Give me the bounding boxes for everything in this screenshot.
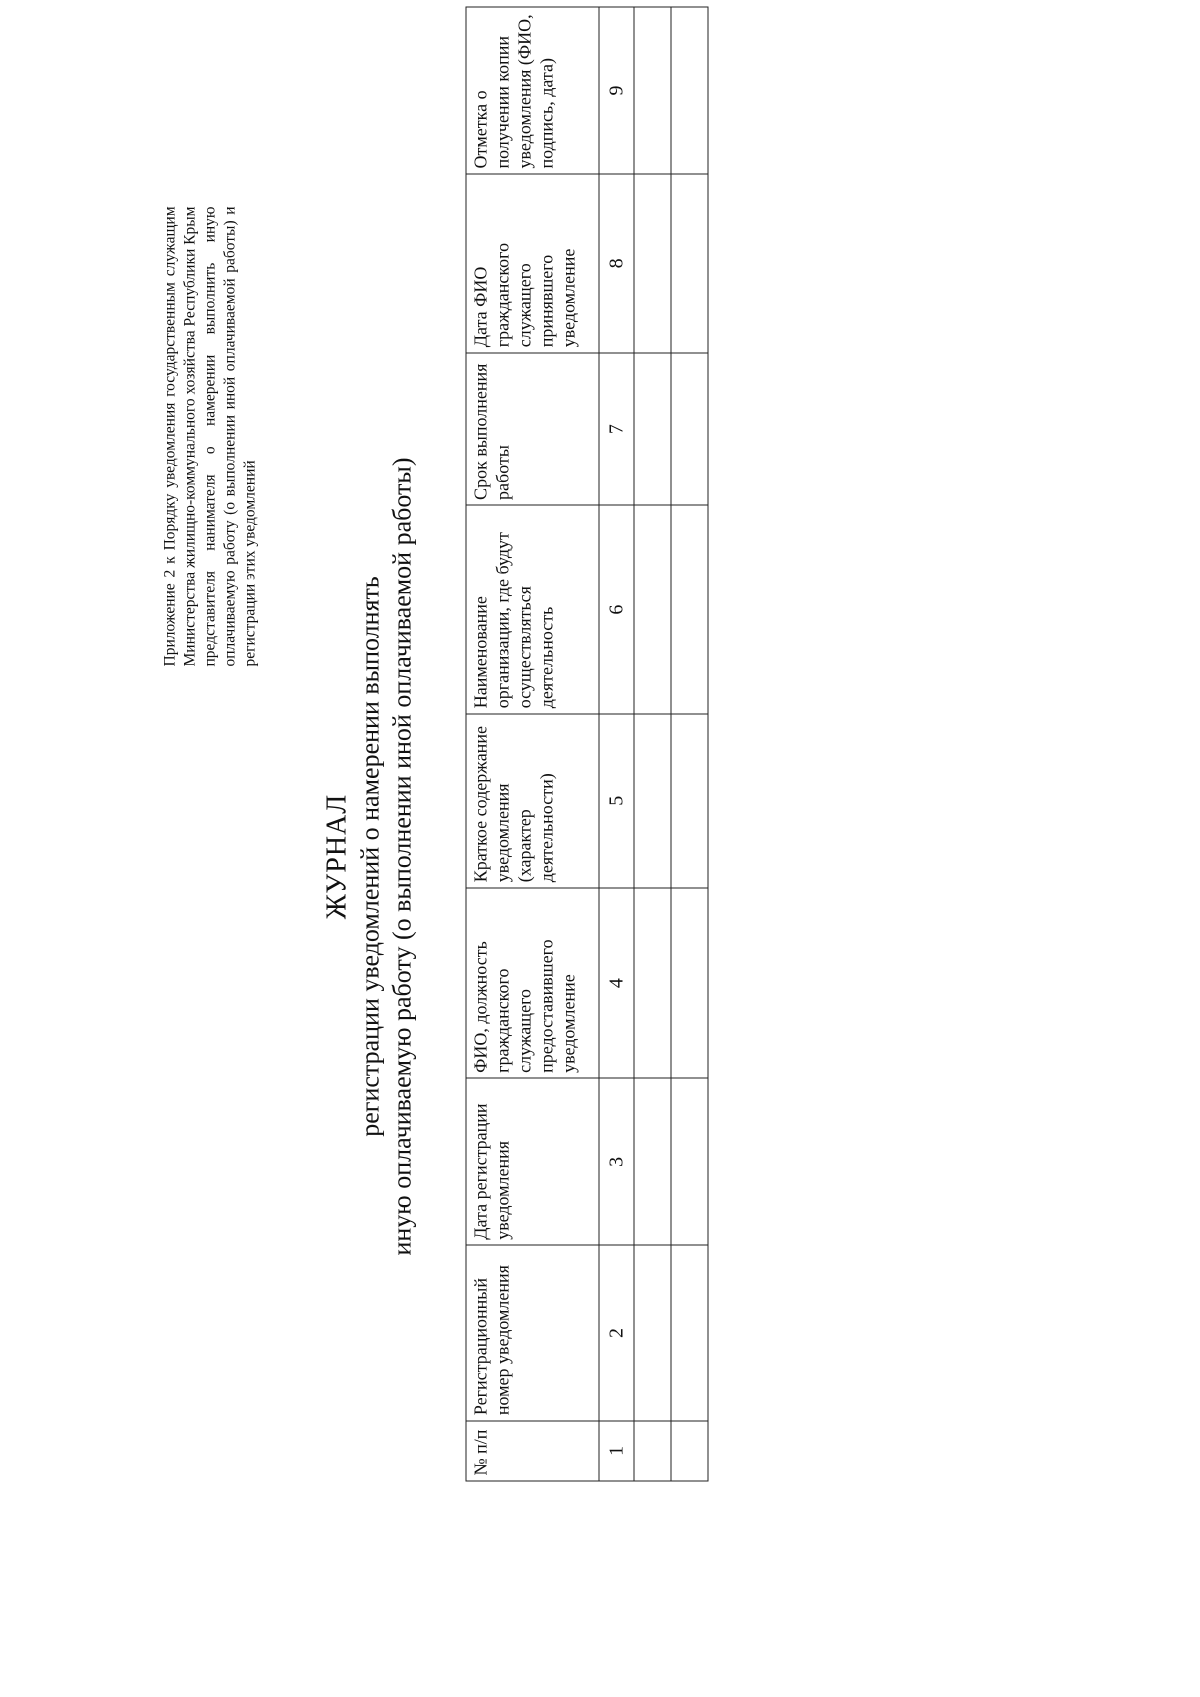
- journal-subtitle-line2: иную оплачиваемую работу (о выполнении иной оплачиваемой работы): [387, 457, 417, 1256]
- rotated-landscape-sheet: [1, 0, 1200, 1697]
- header-cell-copy-receipt: Отметка о получении копии уведомления (ФИО, подпись, дата): [466, 7, 599, 174]
- header-cell-registration-date: Дата регистрации уведомления: [466, 1078, 599, 1245]
- header-cell-registration-number: Регистрационный номер уведомления: [466, 1245, 599, 1420]
- table-cell[interactable]: [634, 7, 671, 174]
- table-cell[interactable]: [671, 505, 708, 713]
- table-cell[interactable]: [634, 353, 671, 506]
- table-cell[interactable]: [634, 1421, 671, 1481]
- header-cell-number: № п/п: [466, 1421, 599, 1481]
- table-cell[interactable]: [634, 505, 671, 713]
- column-number-row: [599, 7, 634, 1481]
- table-cell[interactable]: [634, 888, 671, 1079]
- table-cell[interactable]: [671, 1078, 708, 1245]
- table-cell[interactable]: [671, 1421, 708, 1481]
- table-cell[interactable]: [634, 1245, 671, 1420]
- header-cell-organization: Наименование организации, где будут осуществляться деятельность: [466, 505, 599, 713]
- appendix-note: Приложение 2 к Порядку уведомления государственным служащим Министерства жилищно-коммунального хозяйства Республики Крым представителя нанимателя о намерении выполнить иную оплачиваемую работу (о выполнении иной оплачиваемой работы) и регистрации этих уведомлений: [161, 206, 259, 667]
- header-cell-received-by: Дата ФИО гражданского служащего принявшего уведомление: [466, 174, 599, 353]
- table-cell[interactable]: [671, 353, 708, 506]
- table-row: [671, 7, 708, 1481]
- journal-title: ЖУРНАЛ: [321, 793, 353, 920]
- header-cell-employee: ФИО, должность гражданского служащего предоставившего уведомление: [466, 888, 599, 1079]
- column-number-cell: 1: [599, 1421, 634, 1481]
- column-number-cell: 2: [599, 1245, 634, 1420]
- journal-subtitle-line1: регистрации уведомлений о намерении выполнять: [355, 576, 385, 1137]
- table-cell[interactable]: [671, 888, 708, 1079]
- column-number-cell: 7: [599, 353, 634, 506]
- column-number-cell: 4: [599, 888, 634, 1079]
- table-cell[interactable]: [634, 174, 671, 353]
- column-number-cell: 5: [599, 714, 634, 888]
- table-cell[interactable]: [634, 714, 671, 888]
- table-header-row: [466, 7, 599, 1481]
- header-cell-term: Срок выполнения работы: [466, 353, 599, 506]
- table-cell[interactable]: [671, 7, 708, 174]
- journal-title-block: [321, 317, 419, 1397]
- table-cell[interactable]: [634, 1078, 671, 1245]
- column-number-cell: 6: [599, 505, 634, 713]
- table-cell[interactable]: [671, 1245, 708, 1420]
- column-number-cell: 9: [599, 7, 634, 174]
- table-cell[interactable]: [671, 714, 708, 888]
- registration-journal-table: [466, 7, 709, 1482]
- column-number-cell: 8: [599, 174, 634, 353]
- table-row: [634, 7, 671, 1481]
- table-cell[interactable]: [671, 174, 708, 353]
- column-number-cell: 3: [599, 1078, 634, 1245]
- header-cell-summary: Краткое содержание уведомления (характер деятельности): [466, 714, 599, 888]
